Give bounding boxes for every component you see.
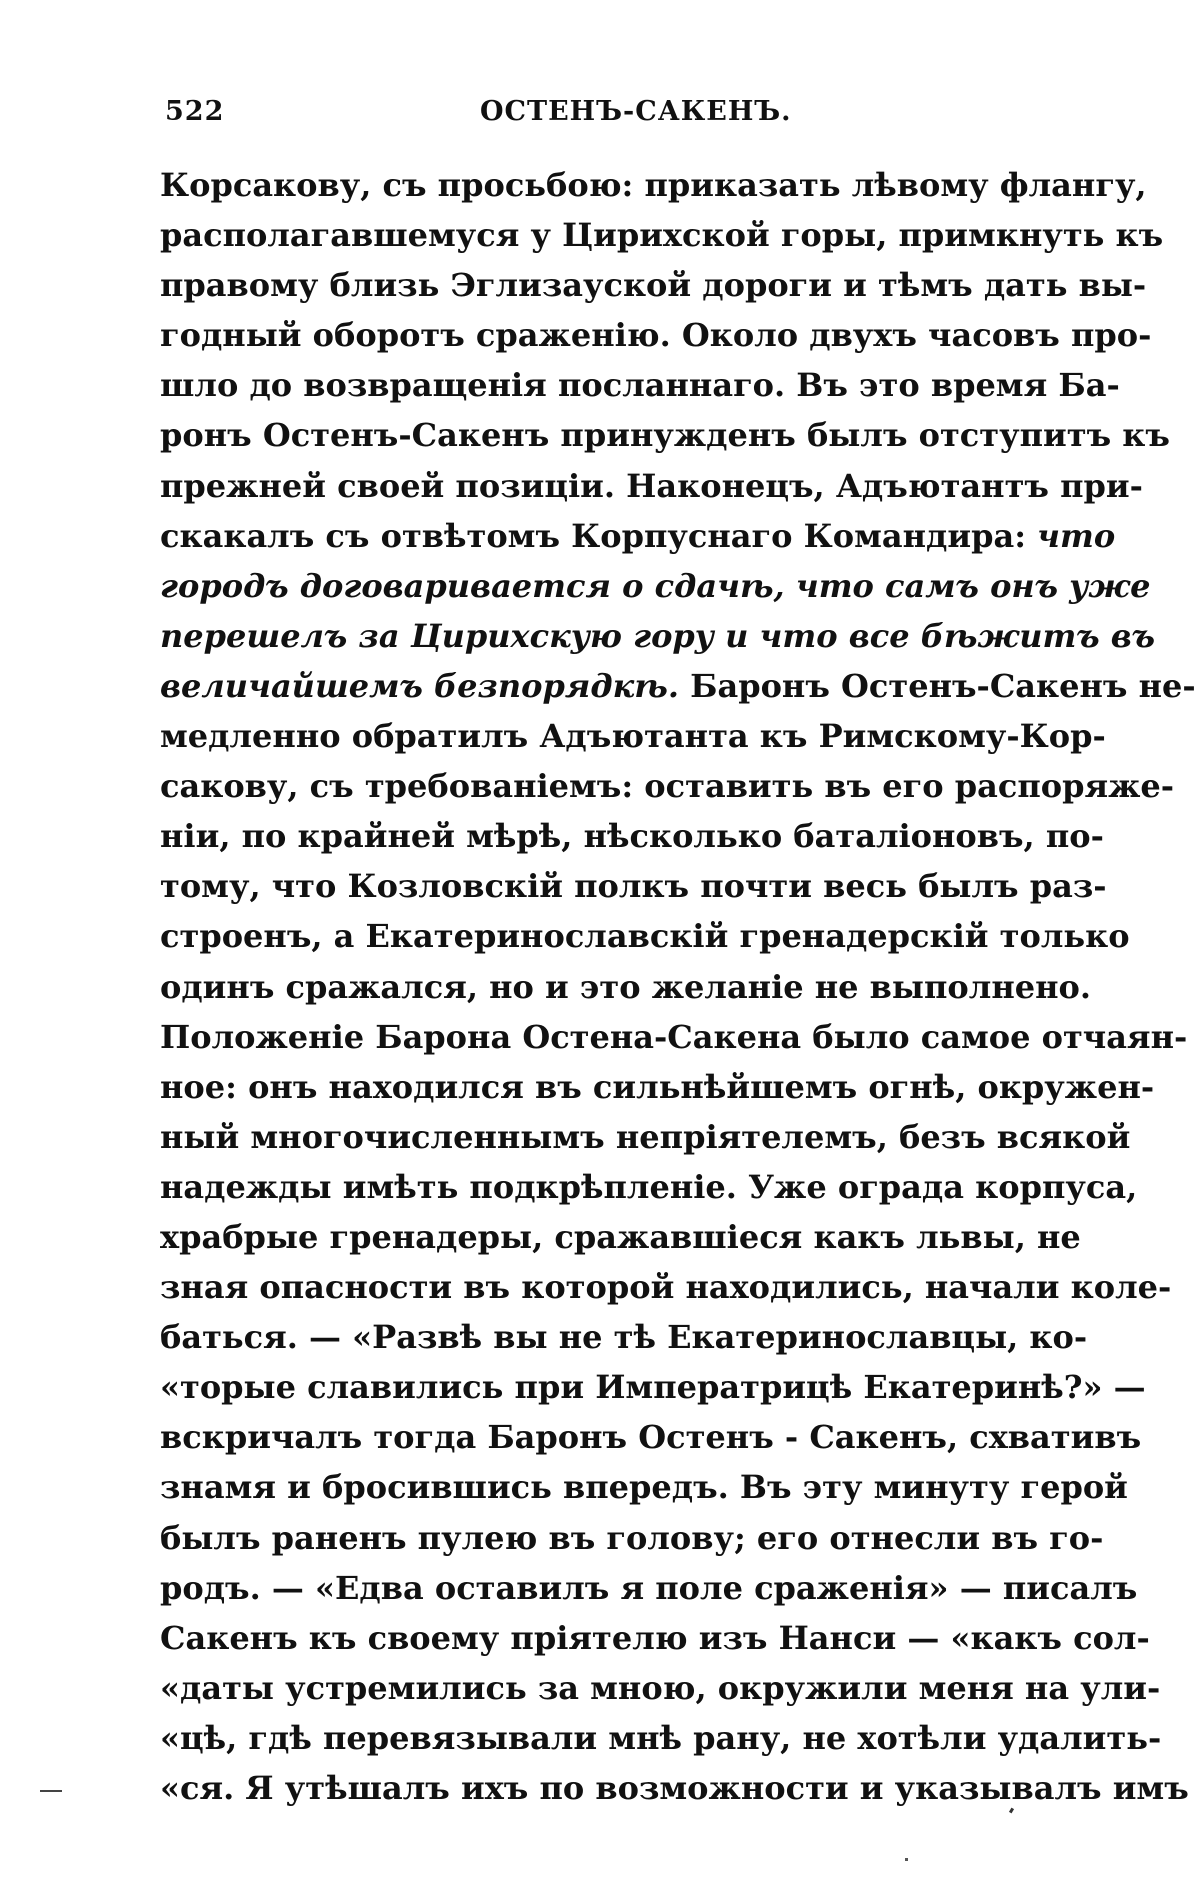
page-header xyxy=(160,96,1070,136)
text-line: медленно обратилъ Адъютанта къ Римскому-Кор- xyxy=(160,717,1106,756)
text-line: надежды имѣть подкрѣпленіе. Уже ограда корпуса, xyxy=(160,1167,1138,1206)
text-line: храбрые гренадеры, сражавшіеся какъ львы, не xyxy=(160,1217,1081,1256)
body-text xyxy=(160,160,1196,1813)
text-line: Положеніе Барона Остена-Сакена было самое отчаян- xyxy=(160,1017,1188,1056)
text-line: строенъ, а Екатеринославскій гренадерскій только xyxy=(160,917,1130,956)
italic-quote-line: перешелъ за Цирихскую гору и что все бѣжитъ въ xyxy=(160,616,1155,655)
text-line: ніи, по крайней мѣрѣ, нѣсколько баталіоновъ, по- xyxy=(160,817,1104,856)
text-line: былъ раненъ пулею въ голову; его отнесли въ го- xyxy=(160,1518,1104,1557)
text-line: «ся. Я утѣшалъ ихъ по возможности и указывалъ имъ xyxy=(160,1769,1189,1807)
running-title: ОСТЕНЪ-САКЕНЪ. xyxy=(480,96,792,127)
text-line: прежней своей позиціи. Наконецъ, Адъютантъ при- xyxy=(160,466,1143,505)
text-line: родъ. — «Едва оставилъ я поле сраженія» — писалъ xyxy=(160,1568,1138,1607)
text-line-with-italic xyxy=(160,511,1116,561)
text-line: «торые славились при Императрицѣ Екатеринѣ?» — xyxy=(160,1368,1146,1407)
text-line: ный многочисленнымъ непріятелемъ, безъ всякой xyxy=(160,1117,1131,1156)
text-segment: скакалъ съ отвѣтомъ Корпуснаго Командира: xyxy=(160,516,1027,555)
italic-quote-start: что xyxy=(1037,516,1116,555)
italic-quote-line: городъ договаривается о сдачѣ, что самъ онъ уже xyxy=(160,566,1151,605)
text-line: ное: онъ находился въ сильнѣйшемъ огнѣ, окружен- xyxy=(160,1067,1155,1106)
text-segment: Баронъ Остенъ-Сакенъ не- xyxy=(690,666,1196,705)
text-line: одинъ сражался, но и это желаніе не выполнено. xyxy=(160,967,1091,1006)
text-line: шло до возвращенія посланнаго. Въ это время Ба- xyxy=(160,366,1120,405)
text-line: баться. — «Развѣ вы не тѣ Екатеринославцы, ко- xyxy=(160,1318,1088,1357)
text-line-with-italic xyxy=(160,661,1196,711)
text-line: вскричалъ тогда Баронъ Остенъ - Сакенъ, схвативъ xyxy=(160,1418,1142,1457)
print-speck xyxy=(905,1858,908,1861)
text-line: Корсакову, съ просьбою: приказать лѣвому флангу, xyxy=(160,166,1147,204)
text-line: «цѣ, гдѣ перевязывали мнѣ рану, не хотѣли удалить- xyxy=(160,1718,1162,1757)
text-line: сакову, съ требованіемъ: оставить въ его распоряже- xyxy=(160,767,1175,806)
text-line: годный оборотъ сраженію. Около двухъ часовъ про- xyxy=(160,316,1152,355)
italic-quote-end: величайшемъ безпорядкѣ. xyxy=(160,666,679,705)
text-line: ронъ Остенъ-Сакенъ принужденъ былъ отступитъ къ xyxy=(160,416,1170,455)
text-line: Сакенъ къ своему пріятелю изъ Нанси — «какъ сол- xyxy=(160,1618,1150,1657)
page-number: 522 xyxy=(165,96,225,127)
text-line: знамя и бросившись впередъ. Въ эту минуту герой xyxy=(160,1468,1128,1507)
margin-mark xyxy=(40,1790,62,1792)
text-line: тому, что Козловскій полкъ почти весь былъ раз- xyxy=(160,867,1107,906)
text-line: располагавшемуся у Цирихской горы, примкнуть къ xyxy=(160,216,1164,255)
text-line: правому близь Эглизауской дороги и тѣмъ дать вы- xyxy=(160,266,1147,305)
text-line: зная опасности въ которой находились, начали коле- xyxy=(160,1268,1172,1307)
text-line: «даты устремились за мною, окружили меня на ули- xyxy=(160,1668,1161,1707)
